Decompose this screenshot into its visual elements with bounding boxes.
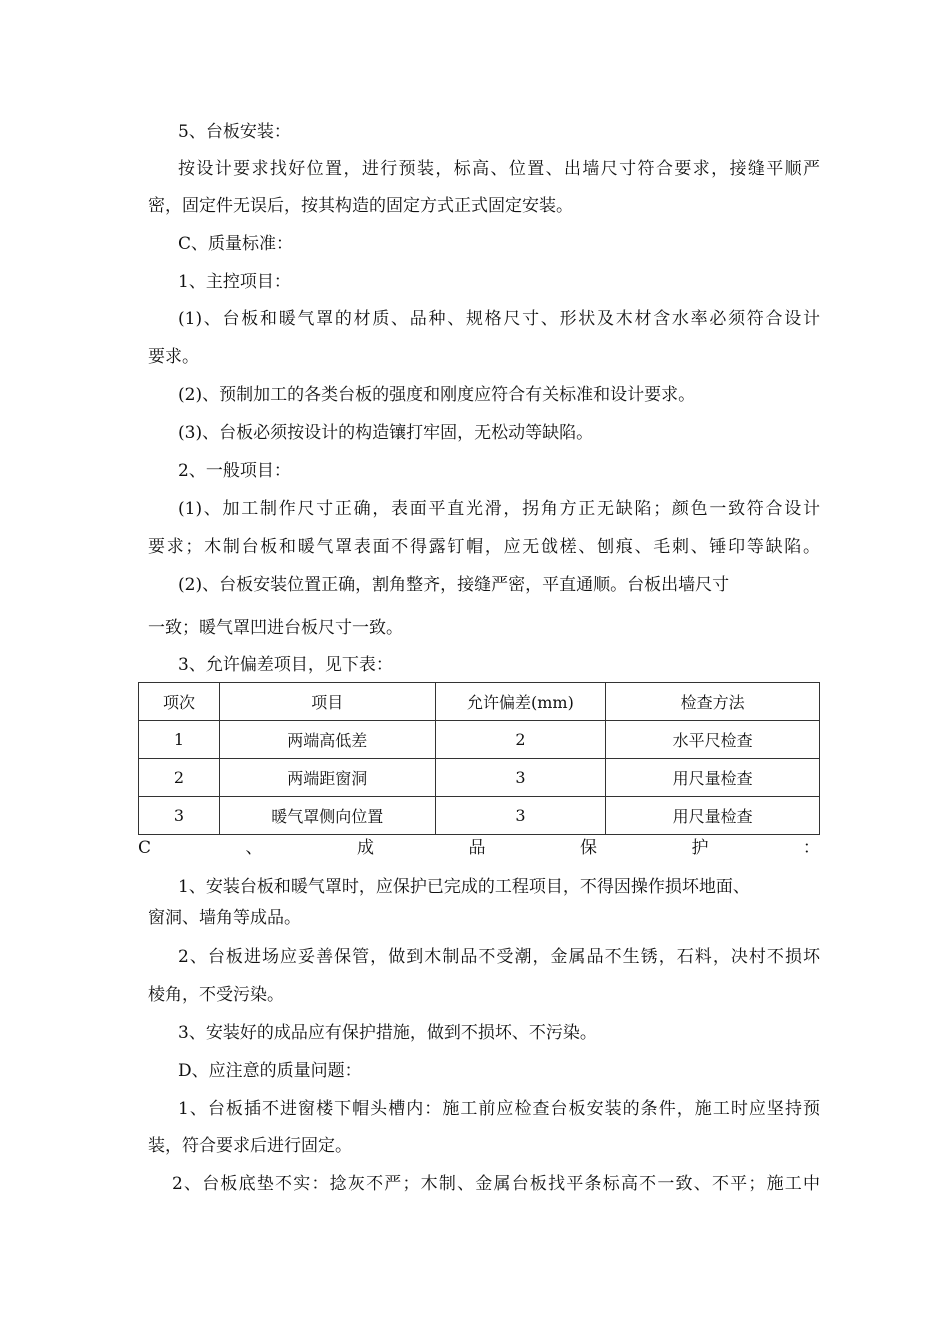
paragraph-line: (2)、台板安装位置正确，割角整齐，接缝严密，平直通顺。台板出墙尺寸 (178, 575, 730, 595)
paragraph-line: (3)、台板必须按设计的构造镶打牢固，无松动等缺陷。 (178, 423, 594, 443)
table-cell: 3 (139, 797, 220, 835)
paragraph-line: 1、安装台板和暖气罩时，应保护已完成的工程项目，不得因操作损坏地面、 (178, 877, 750, 897)
paragraph-line: 按设计要求找好位置，进行预装，标高、位置、出墙尺寸符合要求，接缝平顺严 (178, 159, 820, 179)
table-cell: 暖气罩侧向位置 (219, 797, 435, 835)
heading-char: C (138, 838, 152, 858)
paragraph-line: 一致；暖气罩凹进台板尺寸一致。 (148, 618, 403, 638)
section-heading-spread (138, 836, 820, 860)
paragraph-line: 5、台板安装： (178, 122, 291, 142)
table-header-row (139, 683, 820, 721)
paragraph-line: (1)、加工制作尺寸正确，表面平直光滑，拐角方正无缺陷；颜色一致符合设计 (178, 499, 820, 519)
paragraph-line: 密，固定件无误后，按其构造的固定方式正式固定安装。 (148, 196, 573, 216)
heading-char: 护 (691, 838, 709, 858)
paragraph-line: 3、安装好的成品应有保护措施，做到不损坏、不污染。 (178, 1023, 597, 1043)
deviation-table (138, 682, 820, 835)
section-heading: D、应注意的质量问题： (178, 1061, 362, 1081)
paragraph-line: 2、台板进场应妥善保管，做到木制品不受潮，金属品不生锈，石料，决村不损坏 (178, 947, 820, 967)
paragraph-line: 窗洞、墙角等成品。 (148, 908, 301, 928)
heading-char: 品 (468, 838, 486, 858)
table-cell: 两端高低差 (219, 721, 435, 759)
paragraph-line: 要求。 (148, 347, 199, 367)
paragraph-line: (1)、台板和暖气罩的材质、品种、规格尺寸、形状及木材含水率必须符合设计 (178, 309, 820, 329)
table-cell: 2 (139, 759, 220, 797)
table-cell: 1 (139, 721, 220, 759)
section-heading: C、质量标准： (178, 234, 294, 254)
paragraph-line: (2)、预制加工的各类台板的强度和刚度应符合有关标准和设计要求。 (178, 385, 696, 405)
table-header-cell: 允许偏差(mm) (435, 683, 606, 721)
subsection-heading: 1、主控项目： (178, 272, 291, 292)
table-cell: 3 (435, 797, 606, 835)
table-cell: 水平尺检查 (606, 721, 820, 759)
table-row (139, 721, 820, 759)
heading-char: 成 (356, 838, 374, 858)
heading-char: 、 (245, 838, 263, 858)
table-row (139, 759, 820, 797)
table-header-cell: 项次 (139, 683, 220, 721)
table-header-cell: 检查方法 (606, 683, 820, 721)
paragraph-line: 要求；木制台板和暖气罩表面不得露钉帽，应无戗槎、刨痕、毛刺、锤印等缺陷。 (148, 537, 820, 557)
table-cell: 2 (435, 721, 606, 759)
heading-char: ： (802, 838, 820, 858)
heading-char: 保 (579, 838, 597, 858)
table-cell: 用尺量检查 (606, 797, 820, 835)
table-cell: 用尺量检查 (606, 759, 820, 797)
paragraph-line: 2、台板底垫不实：捻灰不严；木制、金属台板找平条标高不一致、不平；施工中 (172, 1174, 820, 1194)
table-row (139, 797, 820, 835)
table-cell: 两端距窗洞 (219, 759, 435, 797)
subsection-heading: 2、一般项目： (178, 461, 291, 481)
table-header-cell: 项目 (219, 683, 435, 721)
table-cell: 3 (435, 759, 606, 797)
paragraph-line: 棱角，不受污染。 (148, 985, 284, 1005)
paragraph-line: 1、台板插不进窗楼下帽头槽内：施工前应检查台板安装的条件，施工时应坚持预 (178, 1099, 820, 1119)
paragraph-line: 装，符合要求后进行固定。 (148, 1136, 352, 1156)
subsection-heading: 3、允许偏差项目，见下表： (178, 655, 393, 675)
